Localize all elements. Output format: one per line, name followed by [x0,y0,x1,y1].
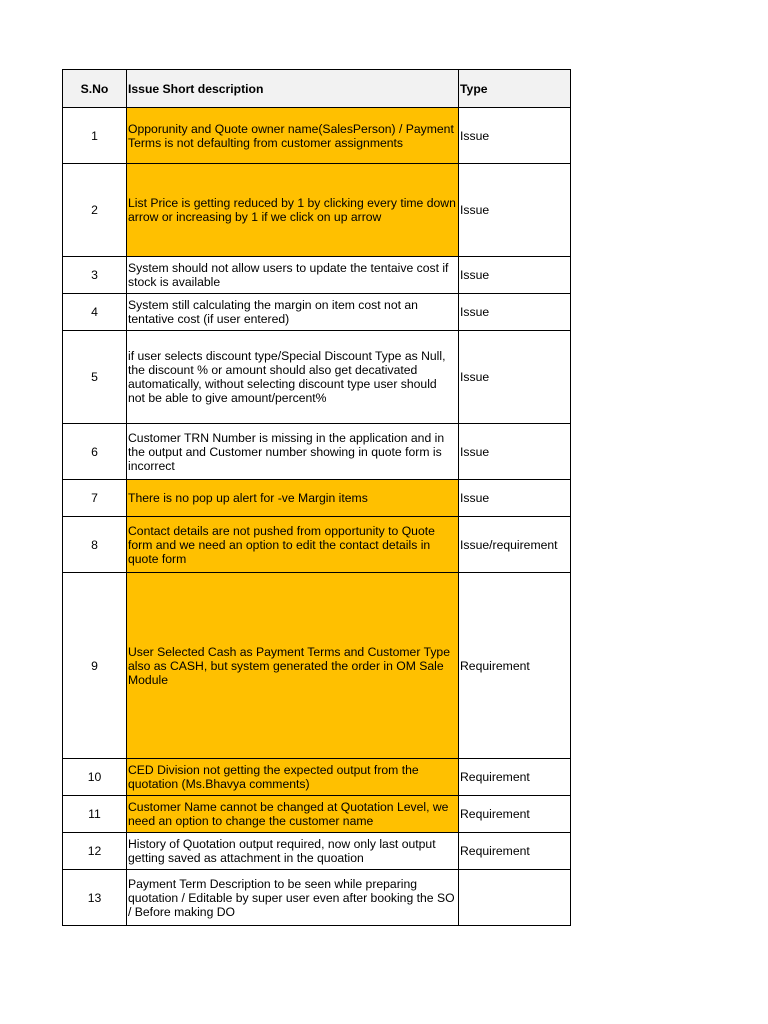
table-row [63,424,571,480]
cell-description: Customer Name cannot be changed at Quotation Level, we need an option to change the customer name [127,796,459,833]
cell-description: if user selects discount type/Special Discount Type as Null, the discount % or amount should also get decativated automatically, without selecting discount type user should not be able to give amount/percent% [127,331,459,424]
cell-type: Requirement [459,796,571,833]
cell-description: CED Division not getting the expected output from the quotation (Ms.Bhavya comments) [127,759,459,796]
issues-table [62,69,571,926]
cell-description: Contact details are not pushed from opportunity to Quote form and we need an option to edit the contact details in quote form [127,517,459,573]
cell-type: Issue [459,294,571,331]
cell-description: Payment Term Description to be seen while preparing quotation / Editable by super user even after booking the SO / Before making DO [127,870,459,926]
table-row [63,833,571,870]
header-type: Type [459,70,571,108]
cell-description: Opporunity and Quote owner name(SalesPerson) / Payment Terms is not defaulting from customer assignments [127,108,459,164]
table-row [63,331,571,424]
cell-type: Issue [459,480,571,517]
cell-description: List Price is getting reduced by 1 by clicking every time down arrow or increasing by 1 if we click on up arrow [127,164,459,257]
cell-description: Customer TRN Number is missing in the application and in the output and Customer number showing in quote form is incorrect [127,424,459,480]
cell-sno: 4 [63,294,127,331]
cell-type: Issue/requirement [459,517,571,573]
cell-sno: 3 [63,257,127,294]
table-row [63,759,571,796]
table-row [63,294,571,331]
cell-description: History of Quotation output required, now only last output getting saved as attachment in the quoation [127,833,459,870]
cell-description: User Selected Cash as Payment Terms and Customer Type also as CASH, but system generated the order in OM Sale Module [127,573,459,759]
cell-description: System still calculating the margin on item cost not an tentative cost (if user entered) [127,294,459,331]
cell-type: Requirement [459,759,571,796]
cell-type: Requirement [459,573,571,759]
table-row [63,573,571,759]
cell-sno: 13 [63,870,127,926]
cell-sno: 11 [63,796,127,833]
cell-sno: 5 [63,331,127,424]
cell-type: Issue [459,108,571,164]
cell-type [459,870,571,926]
cell-type: Issue [459,424,571,480]
cell-sno: 8 [63,517,127,573]
cell-sno: 2 [63,164,127,257]
table-row [63,517,571,573]
table-row [63,257,571,294]
header-sno: S.No [63,70,127,108]
table-row [63,870,571,926]
header-description: Issue Short description [127,70,459,108]
cell-type: Requirement [459,833,571,870]
cell-type: Issue [459,257,571,294]
cell-type: Issue [459,331,571,424]
cell-description: System should not allow users to update the tentaive cost if stock is available [127,257,459,294]
table-row [63,480,571,517]
cell-sno: 1 [63,108,127,164]
cell-sno: 12 [63,833,127,870]
cell-description: There is no pop up alert for -ve Margin items [127,480,459,517]
table-row [63,796,571,833]
cell-sno: 7 [63,480,127,517]
cell-sno: 10 [63,759,127,796]
cell-type: Issue [459,164,571,257]
table-row [63,108,571,164]
cell-sno: 6 [63,424,127,480]
cell-sno: 9 [63,573,127,759]
table-row [63,164,571,257]
header-row [63,70,571,108]
